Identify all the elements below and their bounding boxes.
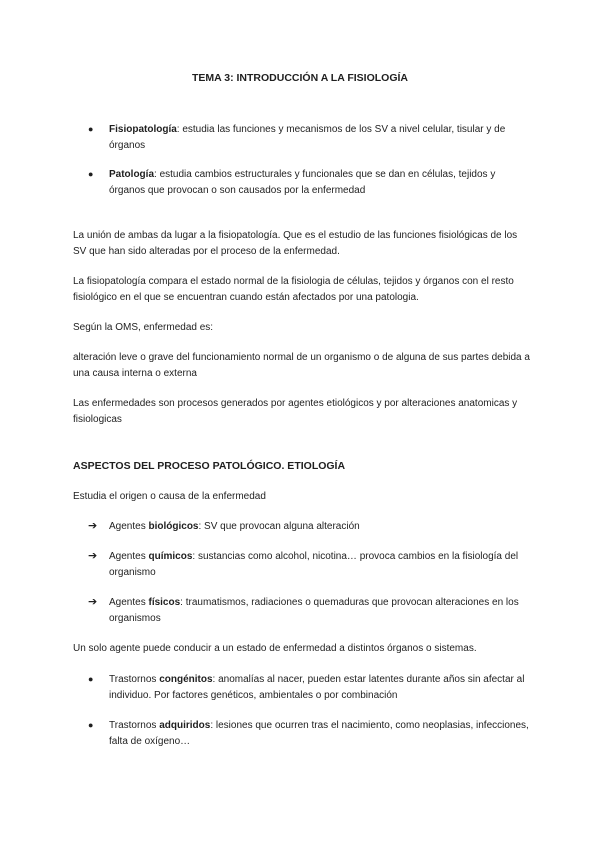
term-fisicos: físicos (148, 597, 181, 608)
paragraph-oms: Según la OMS, enfermedad es: (73, 322, 214, 333)
term-congenitos: congénitos (159, 674, 213, 685)
document-title: TEMA 3: INTRODUCCIÓN A LA FISIOLOGÍA (191, 72, 409, 84)
section-heading-etiologia: ASPECTOS DEL PROCESO PATOLÓGICO. ETIOLOGÍA (73, 460, 346, 472)
paragraph-definicion: alteración leve o grave del funcionamiento normal de un organismo o de alguna de sus partes debida a una causa interna o externa (73, 352, 530, 379)
paragraph-enfermedades: Las enfermedades son procesos generados por agentes etiológicos y por alteraciones anatomicas y fisiologicas (73, 398, 518, 425)
term-patologia: Patología (109, 169, 155, 180)
arrow-right-icon: ➔ (88, 520, 98, 532)
bullet-icon: ● (88, 720, 94, 730)
term-biologicos: biológicos (148, 521, 199, 532)
term-fisiopatologia: Fisiopatología (109, 124, 177, 135)
paragraph-union: La unión de ambas da lugar a la fisiopatología. Que es el estudio de las funciones fisiológicas de los SV que han sido alteradas por el proceso de la enfermedad. (73, 230, 518, 257)
term-adquiridos: adquiridos (159, 720, 211, 731)
paragraph-estudia-origen: Estudia el origen o causa de la enfermedad (73, 491, 266, 502)
paragraph-compara: La fisiopatología compara el estado normal de la fisiologia de células, tejidos y órganos con el resto fisiológico en el que se encuentran cuando están afectados por una patologia. (73, 276, 514, 303)
bullet-icon: ● (88, 674, 94, 684)
document-page: TEMA 3: INTRODUCCIÓN A LA FISIOLOGÍA ● Fisiopatología: estudia las funciones y mecanismos de los SV a nivel celular, tisular y de órganos ● Patología: estudia cambios estructurales y funcionales que se dan en células, tejidos y órganos que provocan o son causados por la enfermedad La unión de ambas da lugar a la fisiopatología. Que es el estudio de las funciones fisiológicas de los SV que han sido alteradas por el proceso de la enfermedad. La fisiopatología compara el estado normal de la fisiologia de células, tejidos y órganos con el resto fisiológico en el que se encuentran cuando están afectados por una patologia. Según la OMS, enfermedad es: alteración leve o grave del funcionamiento normal de un organismo o de alguna de sus partes debida a una causa interna o externa Las enfermedades son procesos generados por agentes etiológicos y por alteraciones anatomicas y fisiologicas ASPECTOS DEL PROCESO PATOLÓGICO. ETIOLOGÍA Estudia el origen o causa de la enfermedad ➔ Agentes biológicos: SV que provocan alguna alteración ➔ Agentes químicos: sustancias como alcohol, nicotina… provoca cambios en la fisiología del organismo ➔ Agentes físicos: traumatismos, radiaciones o quemaduras que provocan alteraciones en los organismos Un solo agente puede conducir a un estado de enfermedad a distintos órganos o sistemas. ● Trastornos congénitos: anomalías al nacer, pueden estar latentes durante años sin afectar al individuo. Por factores genéticos, ambientales o por combinación ● Trastornos adquiridos: lesiones que ocurren tras el nacimiento, como neoplasias, infecciones, falta de oxígeno… (0, 0, 600, 848)
arrow-right-icon: ➔ (88, 550, 98, 562)
paragraph-un-solo-agente: Un solo agente puede conducir a un estado de enfermedad a distintos órganos o sistemas. (73, 643, 477, 654)
bullet-icon: ● (88, 124, 94, 134)
bullet-icon: ● (88, 169, 94, 179)
arrow-right-icon: ➔ (88, 596, 98, 608)
term-quimicos: químicos (148, 551, 193, 562)
